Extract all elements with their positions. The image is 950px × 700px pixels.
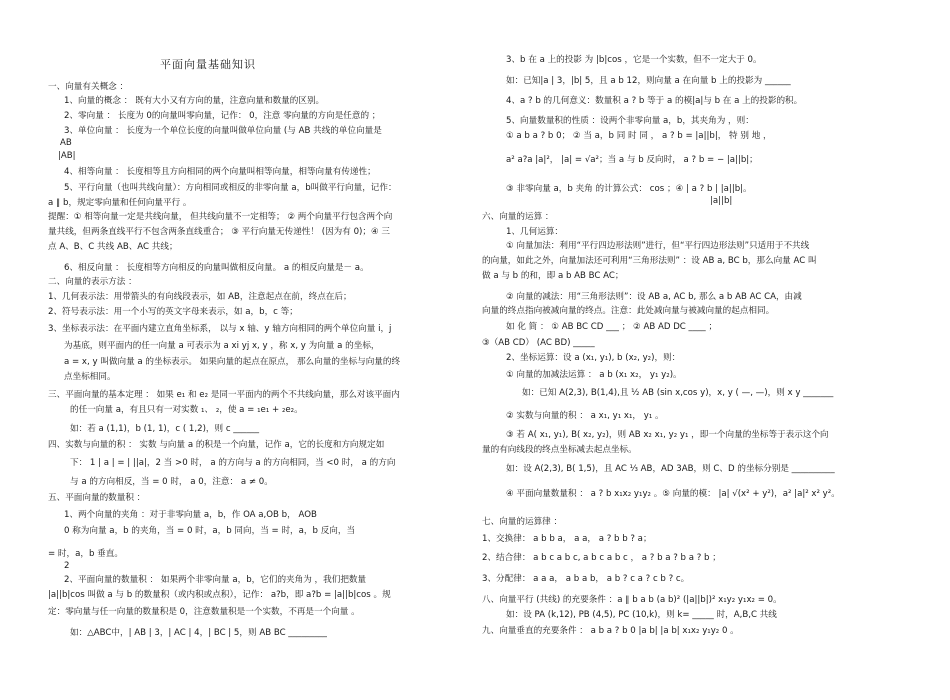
right-text-line: 量的有向线段的终点坐标减去起点坐标。 [482,445,637,455]
right-text-line: 八、向量平行 (共线) 的充要条件 ：a ∥ b a b (a b)² (|a||b|)² x₁y₂ y₁x₂ = 0。 [482,595,782,605]
right-text-line: ① 向量加法：利用“平行四边形法则”进行，但“平行四边形法则”只适用于不共线 [506,241,810,251]
left-text-line: 2、零向量 ： 长度为 0的向量叫零向量，记作： 0，注意 零向量的方向是任意的 ； [64,111,381,121]
left-text-line: 4、相等向量 ： 长度相等且方向相同的两个向量叫相等向量，相等向量有传递性； [64,167,376,177]
left-text-line: 与 a 的方向相反，当 = 0 时， a 0，注意： a ≠ 0。 [70,477,273,487]
left-text-line: 五、平面向量的数量积 ： [48,493,146,503]
right-text-line: ② 实数与向量的积 ： a x₁, y₁ x₁， y₁ 。 [506,411,664,421]
left-text-line: a = x, y 叫做向量 a 的坐标表示。 如果向量的起点在原点， 那么向量的坐标与向量的终 [64,357,401,367]
right-text-line: 九、向量垂直的充要条件 ： a b a ? b 0 |a b| |a b| x₁x₂ y₁y₂ 0 。 [482,626,739,636]
right-text-line: 如：已知 A(2,3), B(1,4),且 ½ AB (sin x,cos y)，x, y ( —, —)，则 x y _______ [522,388,834,398]
right-text-line: 2、结合律： a b c a b c, a b c a b c ， a ? b a ? b a ? b ； [482,553,721,563]
left-text-line: 量共线，但两条直线平行不包含两条直线重合； ③ 平行向量无传递性！ (因为有 0)；④ 三 [48,227,391,237]
left-text-line: 1、两个向量的夹角 ：对于非零向量 a，b，作 OA a,OB b， AOB [64,510,317,520]
left-text-line: 3、单位向量 ： 长度为一个单位长度的向量叫做单位向量 (与 AB 共线的单位向量是 [64,126,382,136]
left-text-line: 点 A、B、C 共线 AB、AC 共线； [48,242,178,252]
right-text-line: 5、向量数量积的性质 ：设两个非零向量 a，b，其夹角为 ，则： [506,116,754,126]
right-text-line: ① a b a ? b 0； ② 当 a，b 同 时 同 ， a ? b = |a||b|， 特 别 地 ， [506,131,772,141]
left-text-line: 1、几何表示法：用带箭头的有向线段表示，如 AB，注意起点在前，终点在后； [48,292,352,302]
page-title: 平面向量基础知识 [160,58,256,71]
left-text-line: 6、相反向量 ： 长度相等方向相反的向量叫做相反向量。 a 的相反向量是－ a。 [64,263,369,273]
left-text-line: 一、向量有关概念 ： [48,82,129,92]
right-text-line: ③（AB CD） (AC BD) _____ [482,338,595,348]
left-text-line: 如：△ABC中，| AB | 3，| AC | 4，| BC | 5，则 AB BC _________ [70,628,327,638]
left-text-line: 的任一向量 a，有且只有一对实数 ₁、 ₂，使 a = ₁e₁ + ₂e₂。 [70,405,303,415]
left-text-line: 三、平面向量的基本定理 ： 如果 e₁ 和 e₂ 是同一平面内的两个不共线向量，那么对该平面内 [48,390,400,400]
left-text-line: 2、符号表示法：用一个小写的英文字母来表示，如 a，b，c 等； [48,307,298,317]
left-text-line: |a||b|cos 叫做 a 与 b 的数量积（或内积或点积），记作： a?b，即 a?b = |a||b|cos 。规 [48,590,391,600]
left-text-line: |AB| [58,151,76,161]
left-text-line: 2 [64,561,70,571]
left-text-line: 点坐标相同。 [64,372,116,382]
left-text-line: 提醒：① 相等向量一定是共线向量， 但共线向量不一定相等； ② 两个向量平行包含两个向 [48,212,393,222]
left-text-line: 2、平面向量的数量积 ： 如果两个非零向量 a，b，它们的夹角为 ，我们把数量 [64,575,367,585]
right-text-line: a² a?a |a|²， |a| = √a²；当 a 与 b 反向时， a ? b = − |a||b|； [506,155,758,165]
left-text-line: 1、向量的概念 ： 既有大小又有方向的量，注意向量和数量的区别。 [64,96,325,106]
right-text-line: 2、坐标运算：设 a (x₁, y₁), b (x₂, y₂)，则： [506,353,681,363]
right-text-line: 做 a 与 b 的和，即 a b AB BC AC； [482,271,624,281]
left-text-line: AB [60,138,72,148]
left-text-line: 如：若 a (1,1)，b (1, 1)，c ( 1,2)，则 c ______ [70,424,260,434]
left-text-line: 5、平行向量（也叫共线向量）：方向相同或相反的非零向量 a，b叫做平行向量，记作： [64,183,397,193]
right-text-line: ① 向量的加减法运算 ： a b (x₁ x₂， y₁ y₂)。 [506,370,682,380]
right-text-line: ③ 若 A( x₁, y₁), B( x₂, y₂)，则 AB x₂ x₁, y₂ y₁ ，即一个向量的坐标等于表示这个向 [506,430,829,440]
right-text-line: 3、b 在 a 上的投影 为 |b|cos ，它是一个实数，但不一定大于 0。 [506,55,762,65]
left-text-line: = 时，a，b 垂直。 [48,549,123,559]
left-text-line: 3、坐标表示法：在平面内建立直角坐标系， 以与 x 轴、y 轴方向相同的两个单位向量 i，j [48,324,392,334]
right-text-line: 如：设 PA (k,12), PB (4,5), PC (10,k)，则 k= _____ 时，A,B,C 共线 [506,610,777,620]
right-text-line: 4、a ? b 的几何意义：数量积 a ? b 等于 a 的模|a|与 b 在 a 上的投影的积。 [506,96,803,106]
right-text-line: 如：已知|a | 3，|b| 5，且 a b 12，则向量 a 在向量 b 上的投影为 ______ [506,76,791,86]
right-text-line: ② 向量的减法：用“三角形法则”：设 AB a, AC b, 那么 a b AB AC CA，由减 [506,292,802,302]
left-text-line: 0 称为向量 a，b 的夹角，当 = 0 时，a，b 同向，当 = 时，a，b 反向，当 [64,526,356,536]
right-text-line: 的向量，如此之外，向量加法还可利用“三角形法则” ：设 AB a, BC b，那么向量 AC 叫 [482,256,817,266]
right-text-line: ④ 平面向量数量积 ： a ? b x₁x₂ y₁y₂ 。⑤ 向量的模： |a| √(x² + y²)，a² |a|² x² y²。 [506,489,840,499]
left-text-line: 四、实数与向量的积 ： 实数 与向量 a 的积是一个向量，记作 a，它的长度和方向规定如 [48,440,385,450]
left-text-line: 为基底，则平面内的任一向量 a 可表示为 a xi yj x, y ，称 x, y 为向量 a 的坐标， [64,341,380,351]
right-text-line: 向量的终点指向被减向量的终点。注意：此处减向量与被减向量的起点相同。 [482,306,775,316]
right-text-line: 3、分配律： a a a， a b a b， a b ? c a ? c b ? c。 [482,574,690,584]
right-text-line: 六、向量的运算 ： [482,212,554,222]
right-text-line: ③ 非零向量 a，b 夹角 的计算公式： cos ；④ | a ? b | |a||b|。 [506,184,752,194]
right-text-line: 如：设 A(2,3), B( 1,5)，且 AC ⅓ AB，AD 3AB，则 C、D 的坐标分别是 __________ [506,464,835,474]
right-text-line: 七、向量的运算律 ： [482,517,563,527]
left-text-line: a ∥ b，规定零向量和任何向量平行 。 [48,198,192,208]
left-text-line: 下： 1 | a | = | ||a|，2 当 >0 时， a 的方向与 a 的方向相同，当 <0 时， a 的方向 [70,458,396,468]
right-text-line: |a||b| [710,196,733,206]
left-text-line: 定：零向量与任一向量的数量积是 0，注意数量积是一个实数，不再是一个向量 。 [48,607,360,617]
right-text-line: 1、几何运算： [506,227,564,237]
right-text-line: 如 化 简 ： ① AB BC CD ___ ； ② AB AD DC ____ ； [506,322,718,332]
right-text-line: 1、交换律： a b b a， a a， a ? b b ? a； [482,534,652,544]
left-text-line: 二、向量的表示方法 ： [48,277,137,287]
